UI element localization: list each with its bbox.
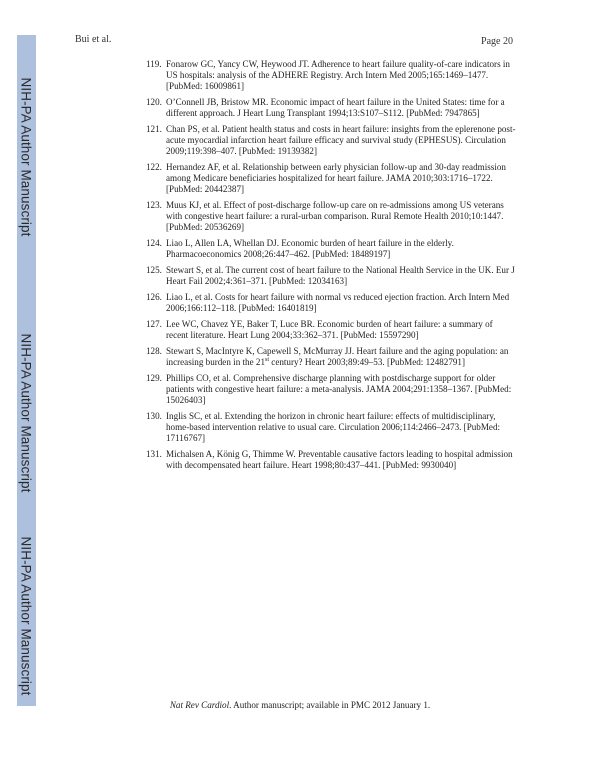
page-number: Page 20 bbox=[481, 36, 513, 47]
reference-item bbox=[146, 411, 516, 444]
reference-item bbox=[146, 373, 516, 406]
reference-number: 121. bbox=[146, 124, 162, 134]
footer-note: . Author manuscript; available in PMC 2012 January 1. bbox=[229, 700, 431, 710]
reference-number: 119. bbox=[146, 59, 162, 69]
reference-item bbox=[146, 162, 516, 195]
page-footer bbox=[0, 700, 600, 710]
reference-item bbox=[146, 97, 516, 119]
reference-number: 123. bbox=[146, 200, 162, 210]
reference-text: Liao L, Allen LA, Whellan DJ. Economic burden of heart failure in the elderly. Pharmacoeconomics 2008;26:447–462. [PubMed: 18489197] bbox=[166, 238, 454, 259]
reference-text: Stewart S, et al. The current cost of heart failure to the National Health Service in the UK. Eur J Heart Fail 2002;4:361–371. [PubMed: 12034163] bbox=[166, 265, 515, 286]
reference-item bbox=[146, 200, 516, 233]
reference-list bbox=[146, 59, 516, 476]
reference-text: Liao L, et al. Costs for heart failure with normal vs reduced ejection fraction. Arch Intern Med 2006;166:112–118. [PubMed: 16401819] bbox=[166, 292, 510, 313]
reference-text: Muus KJ, et al. Effect of post-discharge follow-up care on re-admissions among US veterans with congestive heart failure: a rural-urban comparison. Rural Remote Health 2010;10:1447. [PubMed: 20536269] bbox=[166, 200, 504, 232]
reference-item bbox=[146, 319, 516, 341]
reference-item bbox=[146, 292, 516, 314]
reference-text: Michalsen A, König G, Thimme W. Preventable causative factors leading to hospital admission with decompensated heart failure. Heart 1998;80:437–441. [PubMed: 9930040] bbox=[166, 449, 513, 470]
reference-text: Stewart S, MacIntyre K, Capewell S, McMurray JJ. Heart failure and the aging population: an increasing burden in the 21st century? Heart 2003;89:49–53. [PubMed: 12482791] bbox=[166, 346, 509, 367]
reference-text: Chan PS, et al. Patient health status and costs in heart failure: insights from the eplerenone post-acute myocardial infarction heart failure efficacy and survival study (EPHESUS). Circulation 2009;119:398–407. [PubMed: 19139382] bbox=[166, 124, 516, 156]
reference-number: 131. bbox=[146, 449, 162, 459]
nih-author-manuscript-sidebar: NIH-PA Author Manuscript NIH-PA Author Manuscript NIH-PA Author Manuscript bbox=[17, 35, 36, 706]
reference-number: 122. bbox=[146, 162, 162, 172]
reference-number: 120. bbox=[146, 97, 162, 107]
reference-item bbox=[146, 124, 516, 157]
reference-number: 130. bbox=[146, 411, 162, 421]
reference-text: O’Connell JB, Bristow MR. Economic impact of heart failure in the United States: time for a different approach. J Heart Lung Transplant 1994;13:S107–S112. [PubMed: 7947865] bbox=[166, 97, 505, 118]
running-header-authors: Bui et al. bbox=[75, 34, 112, 45]
journal-title: Nat Rev Cardiol bbox=[169, 700, 230, 710]
reference-number: 126. bbox=[146, 292, 162, 302]
reference-text: Inglis SC, et al. Extending the horizon in chronic heart failure: effects of multidisciplinary, home-based intervention relative to usual care. Circulation 2006;114:2466–2473. [PubMed: 17116767] bbox=[166, 411, 501, 443]
reference-number: 125. bbox=[146, 265, 162, 275]
reference-number: 129. bbox=[146, 373, 162, 383]
reference-number: 128. bbox=[146, 346, 162, 356]
reference-item bbox=[146, 59, 516, 92]
reference-item bbox=[146, 346, 516, 368]
reference-item bbox=[146, 265, 516, 287]
reference-text: Phillips CO, et al. Comprehensive discharge planning with postdischarge support for older patients with congestive heart failure: a meta-analysis. JAMA 2004;291:1358–1367. [PubMed: 15026403] bbox=[166, 373, 512, 405]
reference-number: 127. bbox=[146, 319, 162, 329]
reference-text: Hernandez AF, et al. Relationship between early physician follow-up and 30-day readmission among Medicare beneficiaries hospitalized for heart failure. JAMA 2010;303:1716–1722. [PubMed: 20442387] bbox=[166, 162, 506, 194]
reference-item bbox=[146, 238, 516, 260]
reference-item bbox=[146, 449, 516, 471]
reference-number: 124. bbox=[146, 238, 162, 248]
superscript: st bbox=[265, 356, 270, 363]
reference-text: Lee WC, Chavez YE, Baker T, Luce BR. Economic burden of heart failure: a summary of recent literature. Heart Lung 2004;33:362–371. [PubMed: 15597290] bbox=[166, 319, 493, 340]
reference-text: Fonarow GC, Yancy CW, Heywood JT. Adherence to heart failure quality-of-care indicators in US hospitals: analysis of the ADHERE Registry. Arch Intern Med 2005;165:1469–1477. [PubMed: 16009861] bbox=[166, 59, 510, 91]
